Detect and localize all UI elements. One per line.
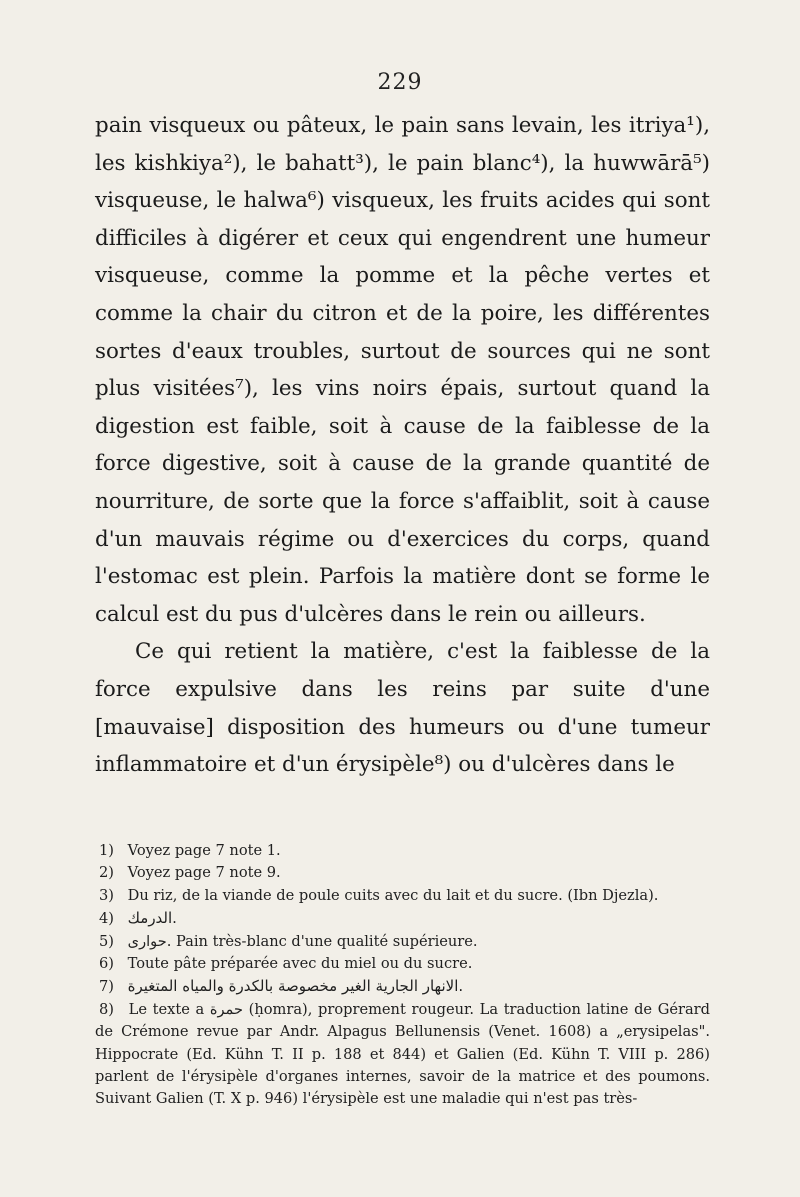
footnote-text: الانهار الجارية الغير مخصوصة بالكدرة والمياه المتغيرة. xyxy=(127,977,464,996)
paragraph-1: pain visqueux ou pâteux, le pain sans levain, les itriya¹), les kishkiya²), le bahatt³), le pain blanc⁴), la huwwārā⁵) visqueuse, le halwa⁶) visqueux, les fruits acides qui sont difficiles à digérer et ceux qui engendrent une humeur visqueuse, comme la pomme et la pêche vertes et comme la chair du citron et de la poire, les différentes sortes d'eaux troubles, surtout de sources qui ne sont plus visitées⁷), les vins noirs épais, surtout quand la digestion est faible, soit à cause de la faiblesse de la force digestive, soit à cause de la grande quantité de nourriture, de sorte que la force s'affaiblit, soit à cause d'un mauvais régime ou d'exercices du corps, quand l'estomac est plein. Parfois la matière dont se forme le calcul est du pus d'ulcères dans le rein ou ailleurs. xyxy=(95,113,710,627)
footnote-text: حوارى. Pain très-blanc d'une qualité supérieure. xyxy=(127,932,478,950)
footnote-3 xyxy=(95,885,710,907)
footnote-5 xyxy=(95,931,710,953)
footnote-8 xyxy=(95,999,710,1111)
footnote-2 xyxy=(95,862,710,884)
footnote-text: Du riz, de la viande de poule cuits avec du lait et du sucre. (Ibn Djezla). xyxy=(127,886,659,904)
footnote-number: 1) xyxy=(99,842,114,859)
footnote-7 xyxy=(95,975,710,998)
footnotes xyxy=(95,840,710,1111)
footnote-number: 2) xyxy=(99,864,114,882)
footnote-text: Toute pâte préparée avec du miel ou du sucre. xyxy=(127,955,473,973)
footnote-number: 3) xyxy=(99,886,114,904)
footnote-text: الدرمك. xyxy=(127,909,177,928)
footnote-6 xyxy=(95,953,710,975)
page-number: 229 xyxy=(377,70,423,95)
footnote-text: Voyez page 7 note 9. xyxy=(127,864,281,882)
footnote-text: Le texte a حمرة (ḥomra), proprement rougeur. La traduction latine de Gérard de Crémone revue par Andr. Alpagus Bellunensis (Venet. 1608) a „erysipelas". Hippocrate (Ed. Kühn T. II p. 188 et 844) et Galien (Ed. Kühn T. VIII p. 286) parlent de l'érysipèle d'organes internes, savoir de la matrice et des poumons. Suivant Galien (T. X p. 946) l'érysipèle est une maladie qui n'est pas très- xyxy=(95,1000,710,1108)
footnote-number: 7) xyxy=(99,978,114,996)
paragraph-2: Ce qui retient la matière, c'est la faiblesse de la force expulsive dans les reins par suite d'une [mauvaise] disposition des humeurs ou d'une tumeur inflammatoire et d'un érysipèle⁸) ou d'ulcères dans le xyxy=(95,639,710,778)
main-text xyxy=(95,107,710,784)
footnote-number: 8) xyxy=(99,1000,114,1018)
footnote-number: 5) xyxy=(99,932,114,950)
footnote-text: Voyez page 7 note 1. xyxy=(127,842,281,859)
footnote-1 xyxy=(95,840,710,862)
footnote-number: 6) xyxy=(99,955,114,973)
footnote-number: 4) xyxy=(99,910,114,928)
footnote-4 xyxy=(95,907,710,930)
